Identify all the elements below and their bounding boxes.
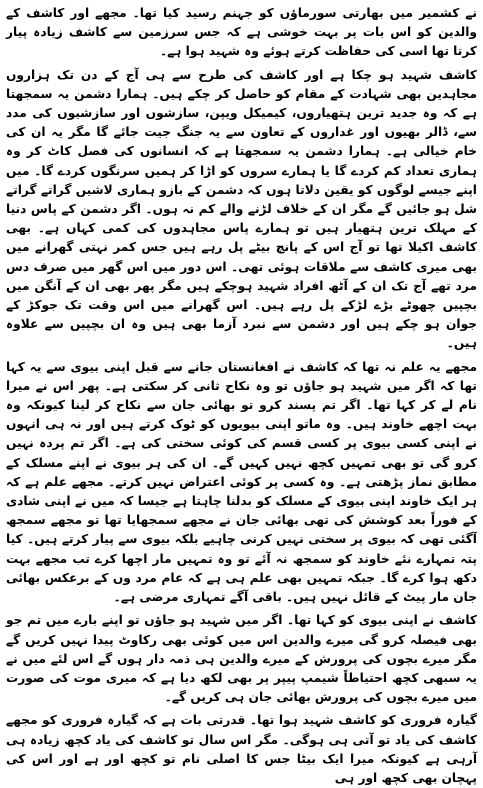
paragraph-5: گیارہ فروری کو کاشف شہید ہوا تھا۔ قدرتی بات ہے کہ گیارہ فروری کو مجھے کاشف کی یاد تو آتی ہی ہوگی۔ مگر اس سال تو کاشف کی یاد کچھ زیادہ ہی آرہی ہے کیونکہ میرا ایک بیٹا جس کا اصلی نام تو کچھ اور ہے اور اس کی پہچان بھی کچھ اور ہی <box>6 713 477 785</box>
paragraph-2: کاشف شہید ہو چکا ہے اور کاشف کی طرح سے ہی آج کے دن تک ہزاروں مجاہدین بھی شہادت کے مقام کو حاصل کر چکے ہیں۔ ہمارا دشمن یہ سمجھتا ہے کہ وہ جدید ترین ہتھیاروں، کیمیکل ویپن، سازشوں اور سازشیوں کی مدد سے، ڈالر بھیوں اور غداروں کے تعاون سے یہ جنگ جیت جائے گا مگر یہ ان کی خام خیالی ہے۔ ہمارا دشمن یہ سمجھتا ہے کہ انسانوں کی فصل کاٹ کر وہ ہماری تعداد کم کردے گا یا ہمارے سروں کو اڑا کر ہمیں سرنگوں کردے گا۔ میں اپنے جیسے لوگوں کو یقین دلاتا ہوں کہ دشمن کے بازو ہماری لاشیں گراتے گراتے شل ہو جائیں گے مگر ان کے خلاف لڑنے والے کم نہ ہوں۔ اگر دشمن کے پاس دنیا کے مہلک ترین ہتھیار ہیں تو ہمارے پاس مجاہدوں کی کمی کہاں ہے۔ بھی کاشف اکیلا تھا تو آج اس کے پانچ بیٹے پل رہے ہیں جس کمر نہتی گھرانے میں بھی میری کاشف سے ملاقات ہوئی تھی۔ اس دور میں اس گھر میں صرف دس مرد تھے آج تک ان کے آٹھ افراد شہید ہوچکے ہیں مگر پھر بھی ان کے آنگن میں بچپیں چھوٹے بڑے لڑکے پل رہے ہیں۔ اس گھرانے میں اس وقت تک جوکڑ کے جوان ہو چکے ہیں اور دشمن سے نبرد آزما بھی ہیں وہ ان بچپیں سے علاوہ ہیں۔ <box>6 67 477 351</box>
paragraph-1: نے کشمیر میں بھارتی سورماؤں کو جہنم رسید کیا تھا۔ مجھے اور کاشف کے والدین کو اس بات پر بہت خوشی ہے کہ جس سرزمین سے کاشف زیادہ پیار کرتا تھا اسی کی حفاظت کرتے ہوئے وہ شہید ہوا ہے۔ <box>6 6 477 59</box>
paragraph-3: مجھے یہ علم نہ تھا کہ کاشف نے افغانستان جانے سے قبل اپنی بیوی سے یہ کہا تھا کہ اگر میں شہید ہو جاؤں تو وہ نکاح ثانی کر سکتی ہے۔ پھر اس نے میرا نام لے کر کہا تھا۔ اگر تم پسند کرو تو بھائی جان سے نکاح کر لینا کیونکہ وہ بہت اچھے خاوند ہیں۔ وہ ماتو اپنی بیویوں کو ٹوک کرتے ہیں اور نہ ہی انہوں نے اپنی کسی بیوی پر کسی قسم کی کوئی سختی کی ہے۔ اگر تم پردہ نہیں کرو گی تو بھی تمہیں کچھ نہیں کہیں گے۔ ان کی ہر بیوی نے اپنے مسلک کے مطابق نماز پڑھتی ہے۔ وہ کسی پر کوئی اعتراض نہیں کرتے۔ مجھے علم ہے کہ ہر ایک خاوند اپنی بیوی کے مسلک کو بدلنا چاہتا ہے جیسا کہ میں نے اپنی شادی کے فوراً بعد کوشش کی تھی بھائی جان نے مجھے سمجھایا تھا تو مجھے سمجھ آگئی تھی کہ بیوی پر سختی نہیں کرنی چاہیے بلکہ بیوی سے پیار کرتے ہیں۔ کیا پتہ تمہارے نئے خاوند کو سمجھ نہ آئے تو وہ تمہیں مار اچھا کرے تب مجھے بہت دکھ ہوا کرے گا۔ جبکہ تمہیں بھی علم ہی ہے کہ عام مرد وں کے برعکس بھائی جان مار پیٹ کے قائل نہیں ہیں۔ باقی آگے تمہاری مرضی ہے۔ <box>6 359 477 605</box>
paragraph-4: کاشف نے اپنی بیوی کو کہا تھا۔ اگر میں شہید ہو جاؤں تو اپنے بارے میں تم جو بھی فیصلہ کرو گی میرے والدین اس میں کوئی بھی رکاوٹ پیدا نہیں کریں گے مگر میرے بچوں کی پرورش کے میرے والدین ہی ذمہ دار ہوں گے اس لئے میں نے یہ سبھی کچھ احتیاطاً شیمپ پیپر پر بھی لکھ دیا ہے کہ میری موت کی صورت میں میرے بچوں کی پرورش بھائی جان ہی کریں گے۔ <box>6 613 477 705</box>
